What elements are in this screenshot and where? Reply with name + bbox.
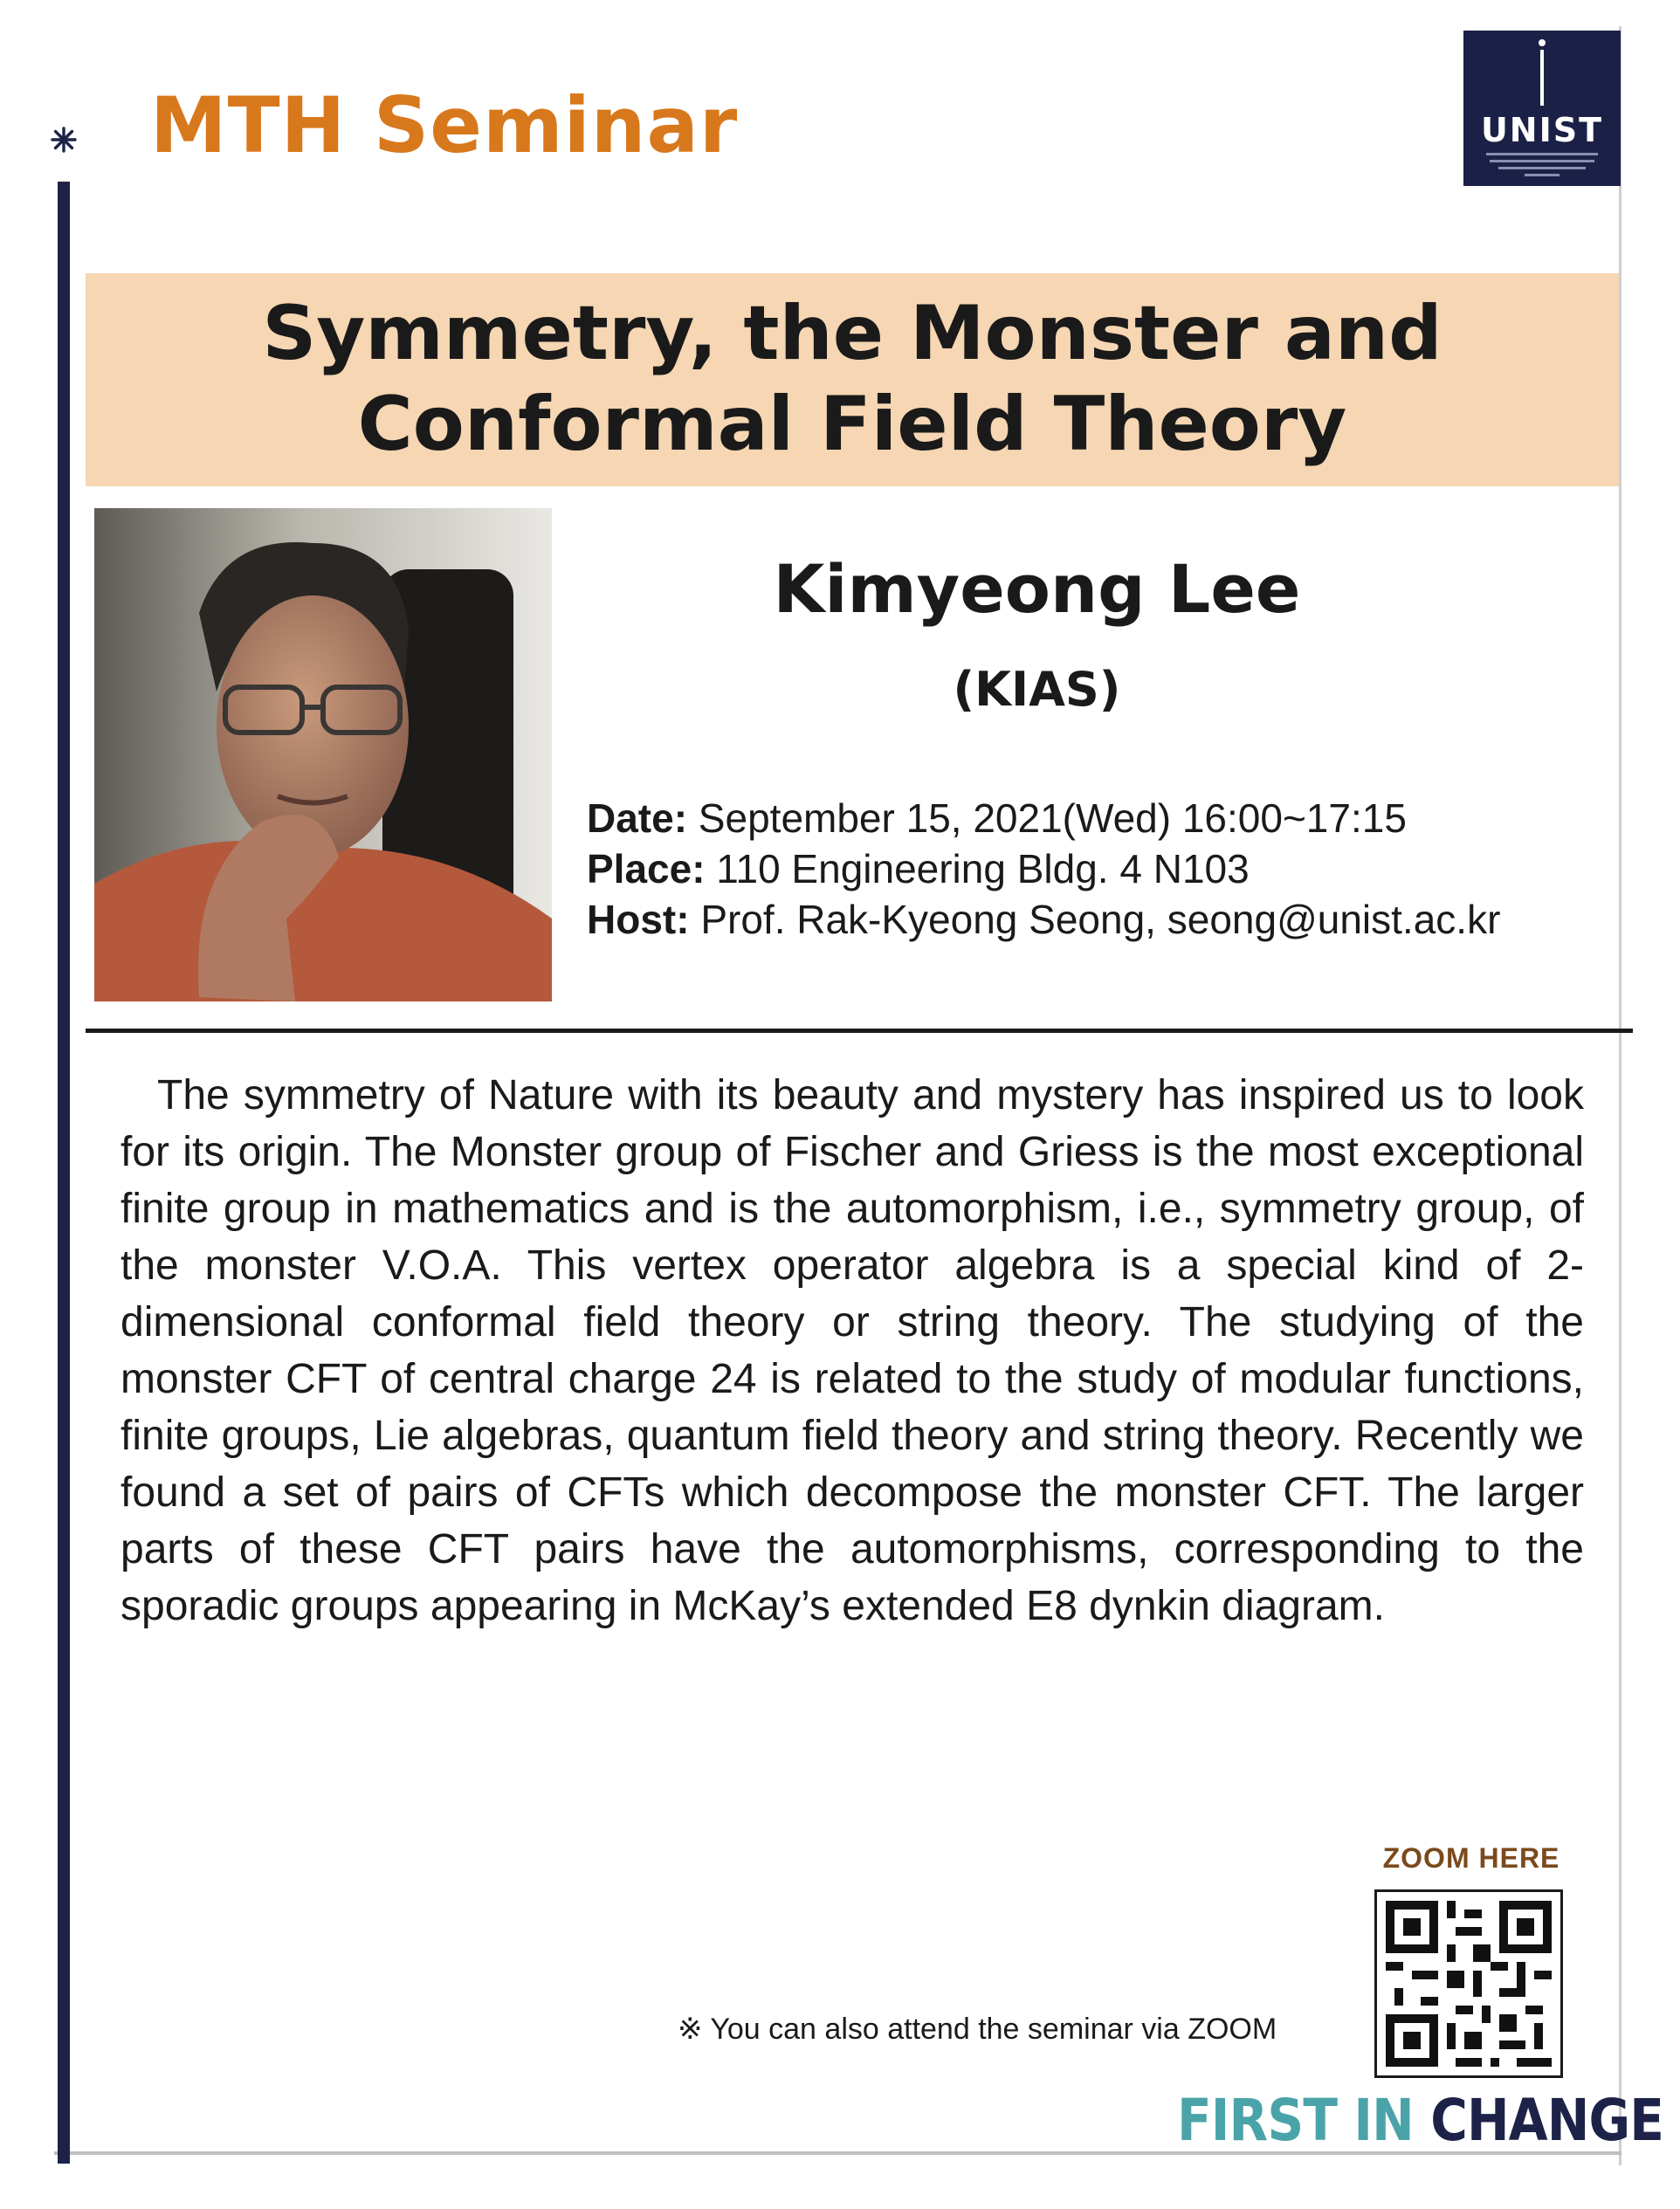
qr-code-icon[interactable] (1374, 1889, 1563, 2078)
abstract-text: The symmetry of Nature with its beauty and mystery has inspired us to look for its origin. The Monster group of Fischer and Griess is the most exceptional finite group in mathematics and is the automorphism, i.e., symmetry group, of the monster V.O.A. This vertex operator algebra is a special kind of 2-dimensional conformal field theory or string theory. The studying of the monster CFT of central charge 24 is related to the study of modular functions, finite groups, Lie algebras, quantum field theory and string theory. Recently we found a set of pairs of CFTs which decompose the monster CFT. The larger parts of these CFT pairs have the automorphisms, corresponding to the sporadic groups appearing in McKay’s extended E8 dynkin diagram. (120, 1072, 1584, 1629)
slogan-part1: FIRST IN (1177, 2087, 1431, 2154)
frame-right-border (1619, 26, 1621, 2165)
logo-mark-icon (1463, 31, 1621, 186)
speaker-affiliation: (KIAS) (953, 662, 1121, 717)
date-label: Date: (587, 795, 688, 841)
place-line (587, 845, 1250, 892)
host-line (587, 896, 1500, 943)
footer-slogan (1177, 2087, 1663, 2154)
place-label: Place: (587, 846, 706, 891)
series-title: MTH Seminar (150, 80, 739, 170)
slogan-part2: CHANGE (1430, 2087, 1664, 2154)
zoom-note: ※ You can also attend the seminar via ZOOM (678, 2013, 1277, 2046)
host-label: Host: (587, 897, 690, 942)
talk-title-line2: Conformal Field Theory (357, 381, 1347, 468)
speaker-name: Kimyeong Lee (773, 550, 1301, 628)
talk-title (86, 288, 1619, 470)
section-divider (86, 1029, 1633, 1033)
logo-wordmark: UNIST (1480, 111, 1604, 149)
date-value: September 15, 2021(Wed) 16:00~17:15 (687, 795, 1407, 841)
place-value: 110 Engineering Bldg. 4 N103 (705, 846, 1250, 891)
speaker-photo (94, 508, 552, 1001)
date-line (587, 795, 1407, 842)
unist-logo (1463, 31, 1621, 186)
left-accent-bar (58, 182, 70, 2164)
zoom-here-label: ZOOM HERE (1382, 1842, 1560, 1874)
asterisk-star-icon (51, 127, 77, 153)
talk-title-line1: Symmetry, the Monster and (262, 290, 1442, 377)
host-value: Prof. Rak-Kyeong Seong, seong@unist.ac.kr (689, 897, 1501, 942)
